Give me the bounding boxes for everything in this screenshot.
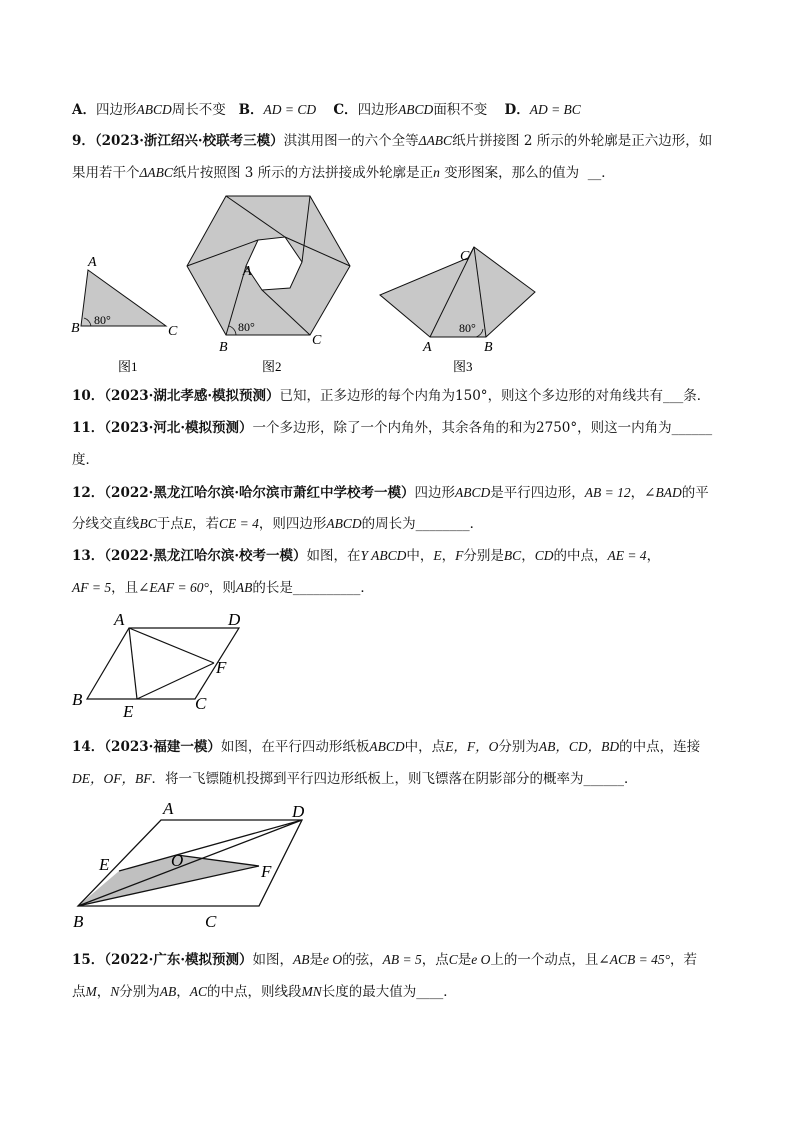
q8-option-c-text: 四边形 (357, 102, 399, 118)
q9-number: 9． (72, 133, 95, 149)
q9-source: （2023·浙江绍兴·校联考三模） (94, 133, 284, 149)
q15-text-4: ，点 (421, 952, 449, 968)
q11-sum-value: 2750° (536, 420, 578, 436)
q12-text-7: ，若 (192, 516, 220, 532)
fig2-label-a: A (243, 264, 252, 279)
q12-var-abcd: ABCD (455, 485, 491, 500)
q9-text-2a: 果用若干个 (72, 165, 140, 181)
q8-option-c-var: ABCD (398, 102, 434, 117)
q9-text-2b: 纸片按照图 3 所示的方法拼接成外轮廓是正 (172, 165, 434, 181)
q13-var-e: E (433, 548, 442, 563)
q9-triangle-1: ΔABC (418, 133, 453, 148)
fig1-angle: 80° (94, 313, 111, 327)
q14-label-e: E (99, 855, 110, 874)
q8-option-c-label: C． (333, 102, 358, 118)
q14-label-f: F (261, 862, 272, 881)
q10-text-2: ，则这个多边形的对角线共有___条． (487, 388, 711, 404)
q13-var-f: F (455, 548, 464, 563)
q15-text-13: 长度的最大值为____． (321, 984, 457, 1000)
q13-expr-ae: AE = 4 (607, 548, 647, 563)
q15-text-2: 是 (309, 952, 324, 968)
q13-segment-ae (129, 628, 137, 699)
q13-parallelogram: Y ABCD (360, 548, 407, 563)
q15-var-ac: AC (189, 984, 208, 999)
q15-expr-angle: ∠ACB = 45° (598, 952, 670, 967)
q13-label-d: D (228, 610, 241, 629)
q13-line2 (72, 578, 374, 598)
q15-text-5: 是 (457, 952, 472, 968)
q13-expr-angle: ∠EAF = 60° (138, 580, 209, 595)
q13-label-a: A (114, 610, 125, 629)
fig1-label-a: A (88, 255, 97, 270)
q15-circle-o-2: e O (471, 952, 491, 967)
q9-figures (0, 180, 794, 380)
q10-number: 10． (72, 388, 105, 404)
q14-text-1: 如图，在平行四动形纸板 (220, 739, 370, 755)
fig1-caption: 图1 (118, 359, 138, 374)
q11-line1 (72, 418, 712, 438)
q13-label-b: B (72, 690, 83, 709)
q14-text-3: 分别为 (498, 739, 539, 755)
q14-label-b: B (73, 912, 84, 931)
q12-text-1: 四边形 (414, 485, 456, 501)
q15-text-7: ，若 (669, 952, 697, 968)
q13-text-7: ， (646, 548, 661, 564)
q11-number: 11． (72, 420, 105, 436)
figure-3 (380, 247, 535, 374)
q14-var-sides: AB，CD，BD (538, 739, 620, 754)
fig3-label-a: A (423, 340, 432, 355)
q14-var-segments: DE，OF，BF (72, 771, 152, 786)
q12-expr-angle: ∠BAD (644, 485, 682, 500)
q13-var-bc: BC (503, 548, 522, 563)
q15-text-3: 的弦， (342, 952, 383, 968)
q13-var-cd: CD (534, 548, 554, 563)
q12-text-5: 分线交直线 (72, 516, 140, 532)
q15-text-12: 的中点，则线段 (207, 984, 302, 1000)
q15-var-c: C (448, 952, 458, 967)
q9-text-1b: 纸片拼接图 2 所示的外轮廓是正六边形，如 (452, 133, 713, 149)
q14-number: 14． (72, 739, 105, 755)
q12-text-6: 于点 (156, 516, 184, 532)
q14-var-efo: E，F，O (445, 739, 499, 754)
q13-text-5: ， (521, 548, 535, 564)
q15-expr-ab: AB = 5 (382, 952, 422, 967)
q11-line2 (72, 450, 99, 470)
q14-line2 (72, 769, 637, 789)
fig3-label-b: B (484, 340, 493, 355)
q12-var-e: E (183, 516, 193, 531)
q15-var-ab-2: AB (159, 984, 177, 999)
q10-text-1: 已知，正多边形的每个内角为 (279, 388, 456, 404)
q13-expr-af: AF = 5 (72, 580, 112, 595)
fig1-label-c: C (168, 324, 178, 339)
q13-number: 13． (72, 548, 105, 564)
q13-var-ab: AB (235, 580, 253, 595)
q9-line1 (72, 131, 712, 151)
q8-option-c-tail: 面积不变 (433, 102, 488, 118)
q14-label-d: D (292, 802, 305, 821)
q8-option-b-label: B． (238, 102, 264, 118)
q13-source: （2022·黑龙江哈尔滨·校考一模） (104, 548, 307, 564)
q8-option-b-expr: AD = CD (263, 102, 317, 117)
q8-option-a-label: A． (72, 102, 96, 118)
q11-text-1: 一个多边形，除了一个内角外，其余各角的和为 (252, 420, 537, 436)
q12-text-4: 的平 (681, 485, 709, 501)
q8-option-a-tail: 周长不变 (171, 102, 226, 118)
q12-text-9: 的周长为________． (361, 516, 484, 532)
q12-expr-ce: CE = 4 (219, 516, 259, 531)
q15-number: 15． (72, 952, 105, 968)
q14-label-a: A (163, 799, 174, 818)
q14-source: （2023·福建一模） (104, 739, 221, 755)
q12-number: 12． (72, 485, 105, 501)
fig2-label-b: B (219, 340, 228, 355)
q15-text-6: 上的一个动点，且 (490, 952, 599, 968)
q13-label-c: C (195, 694, 207, 713)
q15-text-9: ， (96, 984, 111, 1000)
q13-label-e: E (123, 702, 134, 721)
q15-var-n: N (110, 984, 120, 999)
q12-line1 (72, 483, 709, 503)
fig1-label-b: B (71, 321, 80, 336)
q15-source: （2022·广东·模拟预测） (104, 952, 253, 968)
q9-text-2c: 变形图案，那么的值为 (444, 165, 580, 181)
q14-line1 (72, 737, 700, 757)
fig3-caption: 图3 (453, 359, 473, 374)
q14-label-o: O (171, 851, 184, 870)
q13-text-4: 分别是 (463, 548, 504, 564)
q13-text-6: 的中点， (553, 548, 608, 564)
q15-var-m: M (85, 984, 97, 999)
q12-expr-ab: AB = 12 (584, 485, 631, 500)
q14-text-2: 中，点 (404, 739, 446, 755)
fig2-angle: 80° (238, 320, 255, 334)
q14-figure (0, 795, 794, 945)
q13-line1 (72, 546, 660, 566)
q12-line2 (72, 514, 483, 534)
q8-option-d-expr: AD = BC (529, 102, 581, 117)
figure-2 (187, 196, 350, 374)
q13-text-9: ，则 (208, 580, 236, 596)
q15-line1 (72, 950, 697, 970)
q11-text-3: 度． (72, 452, 99, 468)
q13-figure (0, 605, 794, 721)
q14-text-4: 的中点，连接 (619, 739, 701, 755)
q12-var-bc: BC (139, 516, 157, 531)
q9-blank: __． (587, 165, 615, 181)
q10-line1 (72, 386, 710, 406)
q15-text-10: 分别为 (119, 984, 160, 1000)
q12-text-8: ，则四边形 (258, 516, 327, 532)
q13-label-f: F (216, 658, 227, 677)
fig3-angle: 80° (459, 321, 476, 335)
q15-text-1: 如图， (252, 952, 294, 968)
q13-segment-af (129, 628, 214, 663)
q11-source: （2023·河北·模拟预测） (104, 420, 253, 436)
q15-text-11: ， (176, 984, 190, 1000)
q13-text-1: 如图，在 (306, 548, 361, 564)
q12-var-abcd-2: ABCD (326, 516, 362, 531)
q9-n-var: n (433, 165, 440, 180)
q8-options (72, 100, 581, 120)
q10-angle-value: 150° (455, 388, 488, 404)
q14-label-c: C (205, 912, 217, 931)
q15-var-mn: MN (301, 984, 322, 999)
q13-text-2: 中， (406, 548, 434, 564)
q12-source: （2022·黑龙江哈尔滨·哈尔滨市萧红中学校考一模） (104, 485, 415, 501)
q15-line2 (72, 982, 457, 1002)
q8-option-d-label: D． (504, 102, 530, 118)
q12-text-3: ， (630, 485, 645, 501)
q14-text-5: ．将一飞镖随机投掷到平行四边形纸板上，则飞镖落在阴影部分的概率为______． (151, 771, 638, 787)
fig2-label-c: C (312, 333, 322, 348)
figure-1 (71, 255, 178, 374)
q13-text-3: ， (441, 548, 456, 564)
q13-text-10: 的长是__________． (252, 580, 374, 596)
q15-var-ab: AB (293, 952, 310, 967)
q12-text-2: 是平行四边形， (490, 485, 585, 501)
fig3-label-c: C (460, 249, 470, 264)
q9-text-1a: 淇淇用图一的六个全等 (283, 133, 419, 149)
fig3-outline (380, 247, 535, 337)
q8-option-a-var: ABCD (136, 102, 172, 117)
q9-triangle-2: ΔABC (139, 165, 173, 180)
fig2-caption: 图2 (262, 359, 282, 374)
q8-option-a-text: 四边形 (95, 102, 137, 118)
q13-text-8: ，且 (111, 580, 139, 596)
q15-text-8: 点 (72, 984, 86, 1000)
q15-circle-o: e O (323, 952, 343, 967)
q10-source: （2023·湖北孝感·模拟预测） (104, 388, 280, 404)
q14-var-abcd: ABCD (369, 739, 405, 754)
q11-text-2: ，则这一内角为______ (577, 420, 713, 436)
